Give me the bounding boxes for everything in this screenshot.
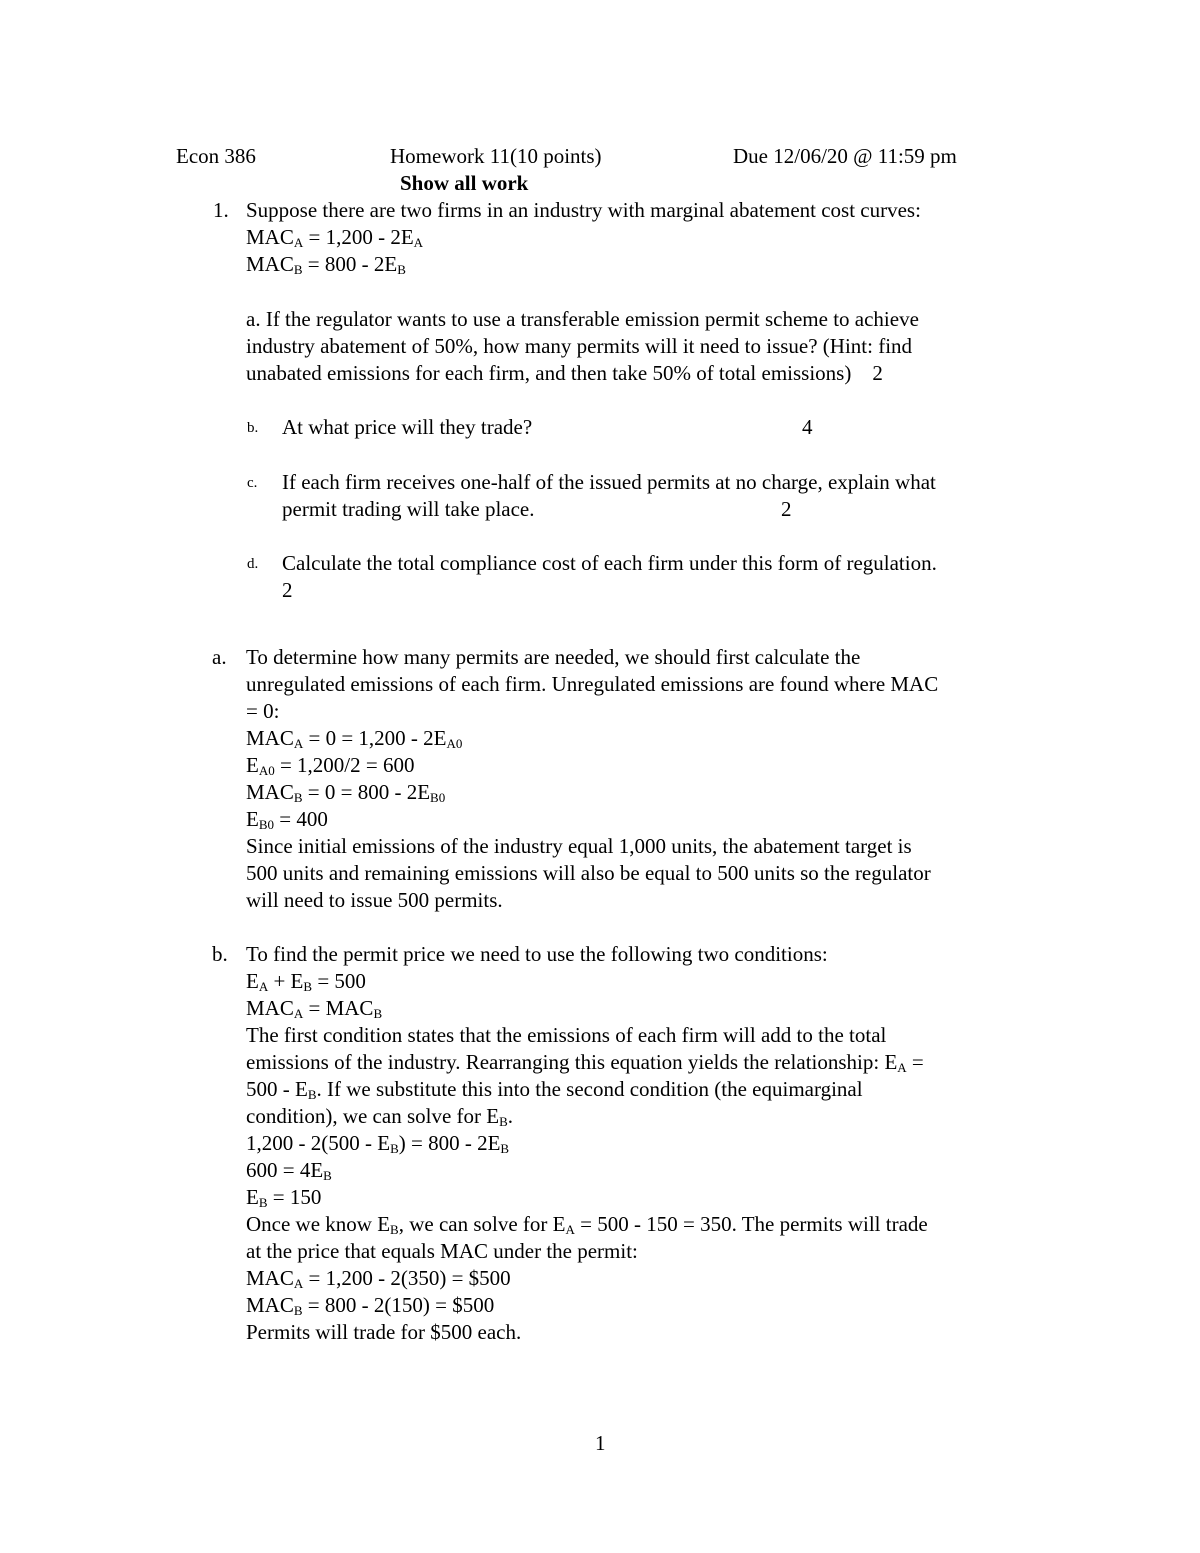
part-d-marker: d. — [247, 556, 259, 572]
answer-b-equation: $600 = 4E_B$ — [246, 1158, 332, 1183]
mac-b-equation: $MAC_B = 800 - 2E_B$ — [246, 252, 406, 277]
answer-b-equation: $E_A + E_B = 500$ — [246, 969, 366, 994]
part-a-line: industry abatement of 50%, how many permits will it need to issue? (Hint: find — [246, 334, 913, 358]
part-c-line: If each firm receives one-half of the issued permits at no charge, explain what — [282, 470, 936, 494]
part-a-line: a. If the regulator wants to use a transferable emission permit scheme to achieve — [246, 307, 919, 331]
part-b-marker: b. — [247, 420, 259, 436]
part-c-points: 2 — [781, 497, 792, 521]
page-number: 1 — [595, 1431, 606, 1455]
answer-b-equation: $MAC_B = 800 - 2(150)$ = $500 — [246, 1293, 495, 1318]
answer-a-line: Since initial emissions of the industry equal 1,000 units, the abatement target is — [246, 834, 912, 858]
answer-b-line: To find the permit price we need to use the following two conditions: — [246, 942, 828, 966]
answer-b-line: Permits will trade for $500 each. — [246, 1320, 522, 1344]
answer-b-marker: b. — [212, 942, 228, 966]
mac-a-equation: $MAC_A = 1,200 - 2E_A$ — [246, 225, 424, 250]
answer-b-equation: $MAC_A = MAC_B$ — [246, 996, 383, 1021]
part-c-line: permit trading will take place. — [282, 497, 535, 521]
course-code: Econ 386 — [176, 144, 256, 168]
answer-a-equation: $MAC_B = 0 = 800 - 2E_{B0}$ — [246, 780, 446, 805]
answer-b-line: The first condition states that the emissions of each firm will add to the total — [246, 1023, 887, 1047]
answer-b-line: Once we know $E_B$, we can solve for $E_A = 500 - 150 = 350$. The permits will trade — [246, 1212, 928, 1237]
answer-a-line: unregulated emissions of each firm. Unregulated emissions are found where MAC — [246, 672, 939, 696]
answer-a-line: will need to issue 500 permits. — [246, 888, 503, 912]
answer-a-line: 500 units and remaining emissions will also be equal to 500 units so the regulator — [246, 861, 931, 885]
answer-b-equation: $1,200 - 2(500 - E_B) = 800 - 2E_B$ — [246, 1131, 510, 1156]
part-c-marker: c. — [247, 475, 258, 491]
answer-b-equation: $MAC_A = 1,200 - 2(350)$ = $500 — [246, 1266, 511, 1291]
due-date: Due 12/06/20 @ 11:59 pm — [733, 144, 957, 168]
answer-a-equation: $E_{A0} = 1,200/2 = 600$ — [246, 753, 415, 778]
question-intro: Suppose there are two firms in an industry with marginal abatement cost curves: — [246, 198, 921, 222]
part-d-line: Calculate the total compliance cost of each firm under this form of regulation. — [282, 551, 937, 575]
answer-b-line: $500 - E_B$. If we substitute this into the second condition (the equimarginal — [246, 1077, 863, 1102]
part-d-points: 2 — [282, 578, 293, 602]
part-a-line: unabated emissions for each firm, and then take 50% of total emissions) 2 — [246, 361, 883, 385]
answer-a-equation: $E_{B0} = 400$ — [246, 807, 328, 832]
homework-title: Homework 11(10 points) — [390, 144, 602, 168]
part-b-points: 4 — [802, 415, 813, 439]
answer-a-equation: $MAC_A = 0 = 1,200 - 2E_{A0}$ — [246, 726, 463, 751]
part-b-text: At what price will they trade? — [282, 415, 533, 439]
answer-a-marker: a. — [212, 645, 227, 669]
answer-b-line: emissions of the industry. Rearranging this equation yields the relationship: $E_A$ = — [246, 1050, 924, 1075]
question-number: 1. — [213, 198, 229, 222]
answer-b-line: condition), we can solve for $E_B$. — [246, 1104, 514, 1129]
instruction: Show all work — [400, 171, 529, 195]
answer-b-line: at the price that equals MAC under the permit: — [246, 1239, 638, 1263]
answer-a-line: To determine how many permits are needed, we should first calculate the — [246, 645, 861, 669]
answer-b-equation: $E_B = 150$ — [246, 1185, 322, 1210]
answer-a-line: = 0: — [246, 699, 280, 723]
